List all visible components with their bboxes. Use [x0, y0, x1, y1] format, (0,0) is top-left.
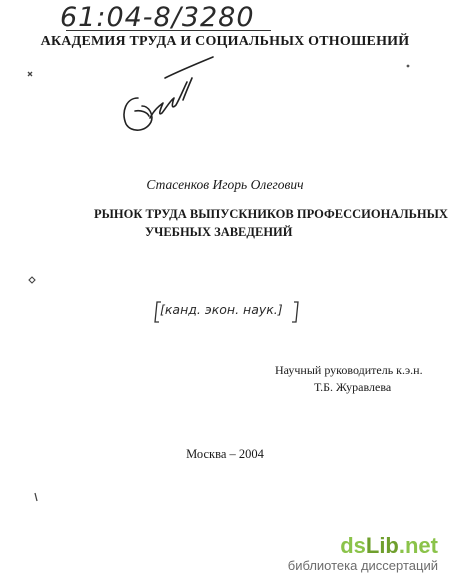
signature [124, 57, 213, 130]
catalog-underline [66, 30, 271, 31]
margin-mark [28, 72, 32, 76]
watermark [288, 535, 438, 573]
margin-mark-2 [29, 277, 35, 283]
margin-mark-3 [35, 493, 37, 501]
catalog-number: 61:04-8/3280 [60, 2, 255, 33]
city-year: Москва – 2004 [186, 447, 264, 461]
thesis-title-line2: УЧЕБНЫХ ЗАВЕДЕНИЙ [145, 225, 293, 239]
thesis-title-line1: РЫНОК ТРУДА ВЫПУСКНИКОВ ПРОФЕССИОНАЛЬНЫХ [94, 207, 448, 221]
degree-note: [канд. экон. наук.] [160, 302, 283, 317]
advisor-label: Научный руководитель к.э.н. [275, 363, 423, 377]
margin-dot [407, 65, 410, 68]
advisor-name: Т.Б. Журавлева [314, 380, 392, 394]
bracket-right [292, 302, 298, 322]
institution-name: АКАДЕМИЯ ТРУДА И СОЦИАЛЬНЫХ ОТНОШЕНИЙ [40, 34, 410, 49]
watermark-logo: dsLib.net [340, 533, 438, 558]
watermark-subtitle: библиотека диссертаций [287, 558, 438, 573]
author-name: Стасенков Игорь Олегович [146, 177, 304, 192]
